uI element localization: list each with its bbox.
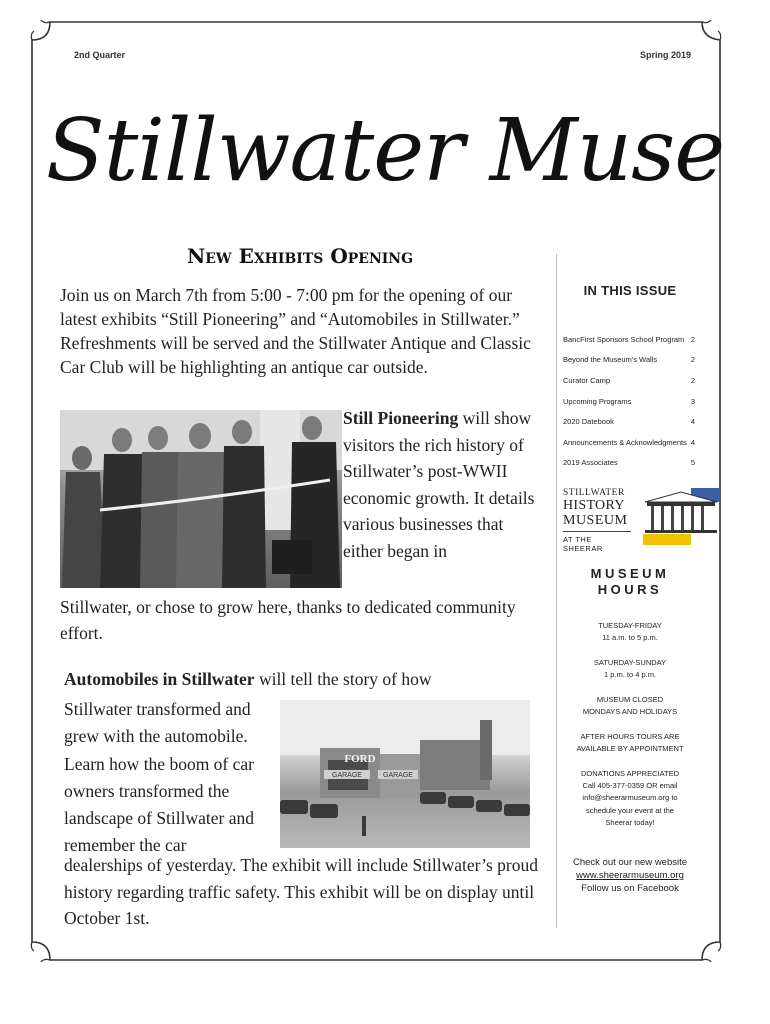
ribbon-cutting-photo — [60, 410, 342, 588]
automobiles-wrap: Stillwater transformed and grew with the automobile. Learn how the boom of car owners transformed the landscape of Stillwater and remember the car — [64, 699, 255, 856]
weekday-time: 11 a.m. to 5 p.m. — [602, 633, 658, 643]
toc-item-page: 2 — [690, 375, 695, 385]
toc-item-label: Announcements & Acknowledgments — [563, 437, 687, 447]
garage-image — [280, 700, 530, 848]
logo-wordmark — [563, 488, 631, 553]
logo-line1: STILLWATER — [563, 488, 625, 498]
weekend-time: 1 p.m. to 4 p.m. — [603, 670, 657, 680]
article-intro: Join us on March 7th from 5:00 - 7:00 pm for the opening of our latest exhibits “Still Pioneering” and “Automobiles in Stillwater.” Refreshments will be served and the Stillwater Antique and Classic Car Club will be highlighting an antique car outside. — [60, 285, 531, 377]
still-pioneering-text: will show visitors the rich history of Stillwater’s post-WWII economic growth. It details various businesses that either began in — [343, 408, 535, 561]
toc-item-page: 2 — [690, 355, 695, 365]
toc-item-label: Upcoming Programs — [563, 396, 632, 406]
toc-list — [563, 329, 695, 473]
masthead-title: Stillwater Muse — [45, 101, 725, 201]
website-link[interactable]: www.sheerarmuseum.org — [576, 870, 684, 881]
automobiles-first-text: will tell the story of how — [254, 669, 432, 689]
donations-line3: info@sheerarmuseum.org to — [582, 793, 678, 803]
donations-notice — [560, 768, 700, 829]
automobiles-lead: Automobiles in Stillwater — [64, 669, 255, 689]
after-hours-notice — [560, 731, 700, 755]
toc-item[interactable] — [563, 370, 695, 391]
toc-item[interactable] — [563, 350, 695, 371]
logo-line2: HISTORY — [563, 498, 625, 513]
closed-notice — [560, 694, 700, 718]
toc-item-page: 4 — [690, 437, 695, 447]
column-divider — [556, 254, 557, 928]
garage-sign-left: GARAGE — [332, 772, 362, 779]
weekday-label: TUESDAY-FRIDAY — [598, 621, 662, 630]
toc-item-label: Curator Camp — [563, 375, 611, 385]
donations-line1: DONATIONS APPRECIATED — [580, 769, 680, 778]
donations-line2: Call 405-377-0359 OR email — [582, 781, 678, 791]
toc-item-page: 2 — [690, 334, 695, 344]
automobiles-first-line — [64, 666, 484, 692]
facebook-line: Follow us on Facebook — [581, 883, 679, 894]
toc-item-page: 4 — [690, 417, 695, 427]
donations-line4: schedule your event at the — [586, 805, 674, 815]
donations-line5: Sheerar today! — [605, 817, 655, 827]
website-notice — [560, 856, 700, 895]
toc-item-page: 3 — [690, 396, 695, 406]
still-pioneering-lead: Still Pioneering — [343, 408, 459, 428]
toc-item[interactable] — [563, 329, 695, 350]
toc-item[interactable] — [563, 411, 695, 432]
issue-season: Spring 2019 — [640, 50, 692, 60]
garage-sign-right: GARAGE — [383, 772, 413, 779]
automobiles-continued: dealerships of yesterday. The exhibit will include Stillwater’s proud history regarding traffic safety. This exhibit will be on display until October 1st. — [64, 855, 539, 928]
toc-item-label: BancFirst Sponsors School Program — [563, 334, 685, 344]
ford-sign: FORD — [344, 753, 376, 765]
toc-item-label: 2019 Associates — [563, 458, 618, 468]
issue-quarter: 2nd Quarter — [74, 50, 126, 60]
toc-item[interactable] — [563, 432, 695, 453]
after-line1: AFTER HOURS TOURS ARE — [580, 732, 680, 741]
toc-item[interactable] — [563, 453, 695, 474]
museum-hours-title — [560, 566, 700, 598]
museum-logo — [563, 488, 721, 553]
garage-photo — [280, 700, 530, 848]
hours-title-line2: HOURS — [597, 582, 663, 597]
article-heading: New Exhibits Opening — [186, 244, 414, 268]
toc-title: IN THIS ISSUE — [583, 283, 677, 298]
logo-line3: MUSEUM — [563, 513, 628, 528]
closed-line1: MUSEUM CLOSED — [596, 695, 664, 704]
ribbon-cutting-image — [60, 410, 342, 588]
hours-title-line1: MUSEUM — [590, 566, 670, 581]
toc-item-label: Beyond the Museum's Walls — [563, 355, 658, 365]
toc-item[interactable] — [563, 391, 695, 412]
toc-item-label: 2020 Datebook — [563, 417, 614, 427]
still-pioneering-wrap — [343, 405, 543, 564]
logo-line4: AT THE SHEERAR — [563, 535, 603, 553]
weekend-hours — [560, 657, 700, 681]
toc-item-page: 5 — [690, 458, 695, 468]
museum-building-icon — [639, 488, 719, 546]
closed-line2: MONDAYS AND HOLIDAYS — [582, 707, 678, 717]
weekend-label: SATURDAY-SUNDAY — [593, 658, 667, 667]
after-line2: AVAILABLE BY APPOINTMENT — [576, 744, 684, 754]
website-line1: Check out our new website — [572, 857, 688, 868]
still-pioneering-continued: Stillwater, or chose to grow here, thanks to dedicated community effort. — [60, 597, 516, 643]
weekday-hours — [560, 620, 700, 644]
